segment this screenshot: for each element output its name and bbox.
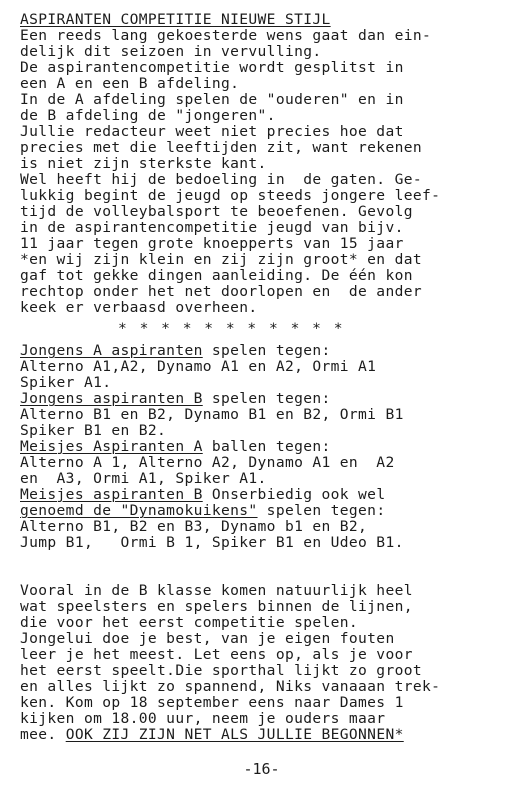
closing-line: leer je het meest. Let eens op, als je voor	[20, 646, 413, 663]
intro-line: de B afdeling de "jongeren".	[20, 107, 276, 124]
intro-line: In de A afdeling spelen de "ouderen" en in	[20, 91, 404, 108]
group-heading	[20, 439, 331, 455]
group-heading-rest: Onserbiedig ook wel	[202, 486, 386, 503]
group-heading-underlined: Jongens aspiranten B	[20, 390, 203, 407]
group-heading-rest: spelen tegen:	[202, 390, 331, 407]
closing-line: en alles lijkt zo spannend, Niks vanaaan trek-	[20, 678, 441, 695]
group-heading-rest: ballen tegen:	[202, 438, 331, 455]
intro-line: lukkig begint de jeugd op steeds jongere leef-	[20, 187, 441, 204]
group-line: Alterno A1,A2, Dynamo A1 en A2, Ormi A1	[20, 358, 377, 375]
intro-line: 11 jaar tegen grote knoepperts van 15 jaar	[20, 235, 404, 252]
intro-line: in de aspirantencompetitie jeugd van bijv.	[20, 219, 404, 236]
intro-line: gaf tot gekke dingen aanleiding. De één kon	[20, 267, 413, 284]
group-heading-rest: spelen tegen:	[202, 342, 331, 359]
closing-line: Vooral in de B klasse komen natuurlijk heel	[20, 582, 413, 599]
closing-underlined-slogan: OOK ZIJ ZIJN NET ALS JULLIE BEGONNEN*	[65, 726, 404, 743]
intro-line: Een reeds lang gekoesterde wens gaat dan ein-	[20, 27, 432, 44]
intro-line: Jullie redacteur weet niet precies hoe dat	[20, 123, 404, 140]
closing-line: wat speelsters en spelers binnen de lijnen,	[20, 598, 413, 615]
intro-line: rechtop onder het net doorlopen en de ander	[20, 283, 422, 300]
closing-line: Jongelui doe je best, van je eigen fouten	[20, 630, 395, 647]
group-line: Spiker B1 en B2.	[20, 422, 167, 439]
intro-line: keek er verbaasd overheen.	[20, 299, 258, 316]
group-heading-rest: spelen tegen:	[257, 502, 386, 519]
group-heading	[20, 343, 331, 359]
group-heading-underlined: genoemd de "Dynamokuikens"	[20, 502, 258, 519]
star-separator: * * * * * * * * * * *	[118, 320, 345, 337]
closing-line: die voor het eerst competitie spelen.	[20, 614, 359, 631]
intro-line: delijk dit seizoen in vervulling.	[20, 43, 322, 60]
closing-line: ken. Kom op 18 september eens naar Dames 1	[20, 694, 404, 711]
intro-line: De aspirantencompetitie wordt gesplitst in	[20, 59, 404, 76]
intro-line: is niet zijn sterkste kant.	[20, 155, 267, 172]
closing-last-start: mee.	[20, 726, 66, 743]
group-heading-underlined: Meisjes Aspiranten A	[20, 438, 203, 455]
group-line: Alterno B1 en B2, Dynamo B1 en B2, Ormi B1	[20, 406, 404, 423]
article-title: ASPIRANTEN COMPETITIE NIEUWE STIJL	[20, 11, 331, 28]
group-line: Spiker A1.	[20, 374, 112, 391]
group-line: Alterno B1, B2 en B3, Dynamo b1 en B2,	[20, 518, 368, 535]
page-number: -16-	[243, 760, 280, 778]
intro-line: tijd de volleybalsport te beoefenen. Gevolg	[20, 203, 413, 220]
closing-line: het eerst speelt.Die sporthal lijkt zo groot	[20, 662, 422, 679]
group-heading-underlined: Meisjes aspiranten B	[20, 486, 203, 503]
intro-line: precies met die leeftijden zit, want rekenen	[20, 139, 422, 156]
group-line: Alterno A 1, Alterno A2, Dynamo A1 en A2	[20, 454, 395, 471]
group-heading-underlined: Jongens A aspiranten	[20, 342, 203, 359]
intro-line: Wel heeft hij de bedoeling in de gaten. Ge-	[20, 171, 422, 188]
group-line: Jump B1, Ormi B 1, Spiker B1 en Udeo B1.	[20, 534, 404, 551]
closing-line	[20, 727, 404, 743]
group-line: en A3, Ormi A1, Spiker A1.	[20, 470, 267, 487]
closing-line: kijken om 18.00 uur, neem je ouders maar	[20, 710, 386, 727]
intro-line: een A en een B afdeling.	[20, 75, 240, 92]
group-heading	[20, 503, 385, 519]
intro-line: *en wij zijn klein en zij zijn groot* en dat	[20, 251, 422, 268]
group-heading	[20, 391, 331, 407]
group-heading	[20, 487, 385, 503]
